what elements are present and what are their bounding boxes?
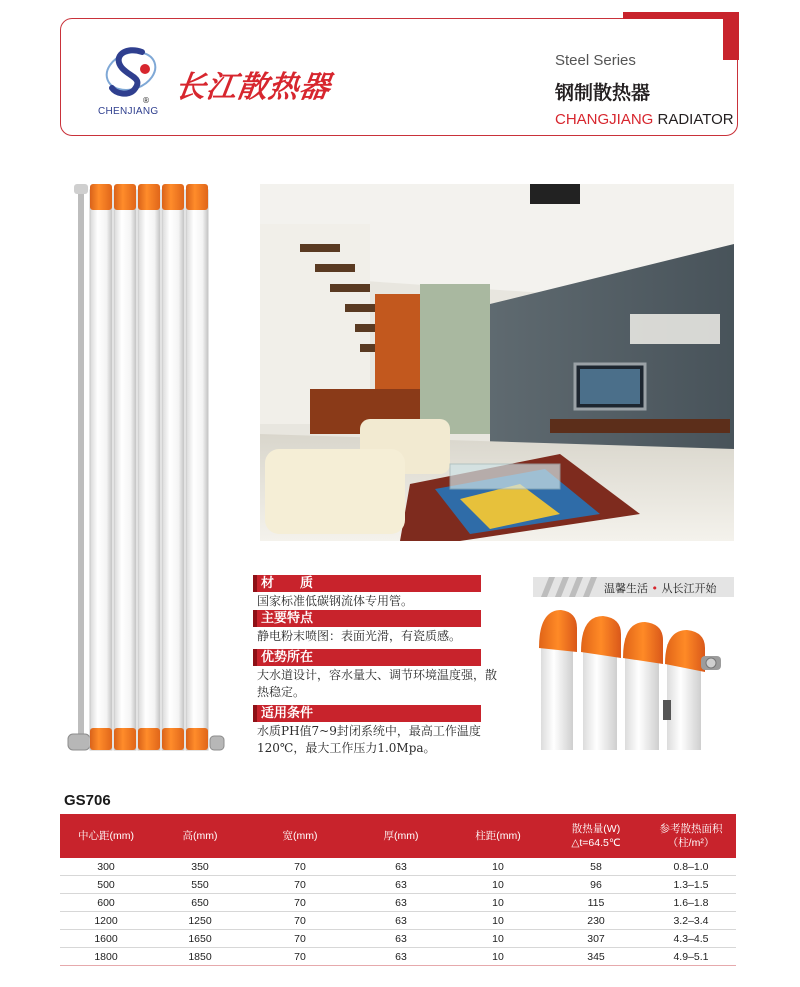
table-row [60, 948, 736, 966]
col-header-width: 宽(mm) [248, 814, 352, 858]
table-cell: 1250 [152, 912, 248, 930]
logo-text-en: CHENJIANG [98, 106, 159, 117]
slogan-dot: • [651, 582, 658, 595]
spec-text-features: 静电粉末喷图：表面光滑，有瓷质感。 [257, 629, 462, 643]
brand-name-red: CHANGJIANG [555, 111, 654, 128]
table-row [60, 876, 736, 894]
table-cell: 1.3–1.5 [646, 876, 736, 894]
table-row [60, 858, 736, 876]
table-cell: 10 [450, 858, 546, 876]
table-cell: 1200 [60, 912, 152, 930]
spec-table [60, 814, 736, 966]
spec-text-conditions: 水质PH值7~9封闭系统中，最高工作温度120℃，最大工作压力1.0Mpa。 [257, 724, 481, 755]
col-header-reference-area: 参考散热面积 （柱/m²） [646, 814, 736, 858]
table-cell: 550 [152, 876, 248, 894]
table-cell: 63 [352, 894, 450, 912]
spec-heading-material: 材 质 [253, 575, 481, 592]
table-cell: 1650 [152, 930, 248, 948]
col-header-heat-output: 散热量(W) △t=64.5℃ [546, 814, 646, 858]
table-cell: 4.9–5.1 [646, 948, 736, 966]
table-cell: 63 [352, 858, 450, 876]
table-cell: 63 [352, 912, 450, 930]
table-row [60, 930, 736, 948]
table-cell: 70 [248, 948, 352, 966]
spec-heading-features: 主要特点 [253, 610, 481, 627]
slogan-text [604, 580, 717, 596]
table-cell: 600 [60, 894, 152, 912]
table-cell: 10 [450, 876, 546, 894]
brand-name-dark: RADIATOR [657, 111, 734, 128]
table-cell: 300 [60, 858, 152, 876]
living-room-photo [260, 184, 734, 541]
table-cell: 1850 [152, 948, 248, 966]
col-header-center-distance: 中心距(mm) [60, 814, 152, 858]
table-cell: 1.6–1.8 [646, 894, 736, 912]
brand-line [555, 111, 734, 128]
table-cell: 307 [546, 930, 646, 948]
slogan-left: 温馨生活 [604, 582, 648, 595]
col-header-height: 高(mm) [152, 814, 248, 858]
table-cell: 3.2–3.4 [646, 912, 736, 930]
col-header-thickness: 厚(mm) [352, 814, 450, 858]
table-cell: 10 [450, 912, 546, 930]
table-cell: 10 [450, 948, 546, 966]
spec-text-material: 国家标准低碳钢流体专用管。 [257, 594, 414, 608]
table-cell: 63 [352, 930, 450, 948]
table-cell: 350 [152, 858, 248, 876]
radiator-detail-image [533, 608, 734, 750]
logo-text-cn: 长江散热器 [173, 70, 333, 105]
table-cell: 10 [450, 894, 546, 912]
table-cell: 650 [152, 894, 248, 912]
spec-heading-advantages: 优势所在 [253, 649, 481, 666]
table-cell: 0.8–1.0 [646, 858, 736, 876]
table-row [60, 894, 736, 912]
table-cell: 70 [248, 894, 352, 912]
radiator-product-image [64, 180, 236, 760]
spec-heading-conditions: 适用条件 [253, 705, 481, 722]
table-cell: 1600 [60, 930, 152, 948]
table-row [60, 912, 736, 930]
spec-text-advantages: 大水道设计，容水量大、调节环境温度强，散热稳定。 [257, 668, 498, 699]
table-cell: 115 [546, 894, 646, 912]
chenjiang-logo-icon [104, 44, 158, 98]
series-title-en: Steel Series [555, 52, 636, 69]
table-cell: 345 [546, 948, 646, 966]
slogan-right: 从长江开始 [661, 582, 717, 595]
model-number: GS706 [64, 792, 111, 809]
table-cell: 4.3–4.5 [646, 930, 736, 948]
table-cell: 1800 [60, 948, 152, 966]
table-cell: 10 [450, 930, 546, 948]
table-cell: 70 [248, 930, 352, 948]
table-cell: 230 [546, 912, 646, 930]
registered-mark: ® [142, 96, 150, 105]
table-cell: 70 [248, 912, 352, 930]
table-cell: 500 [60, 876, 152, 894]
table-cell: 70 [248, 876, 352, 894]
table-cell: 58 [546, 858, 646, 876]
table-cell: 63 [352, 876, 450, 894]
table-cell: 96 [546, 876, 646, 894]
series-title-cn: 钢制散热器 [555, 82, 651, 104]
table-header-row [60, 814, 736, 858]
col-header-column-spacing: 柱距(mm) [450, 814, 546, 858]
table-cell: 63 [352, 948, 450, 966]
table-cell: 70 [248, 858, 352, 876]
